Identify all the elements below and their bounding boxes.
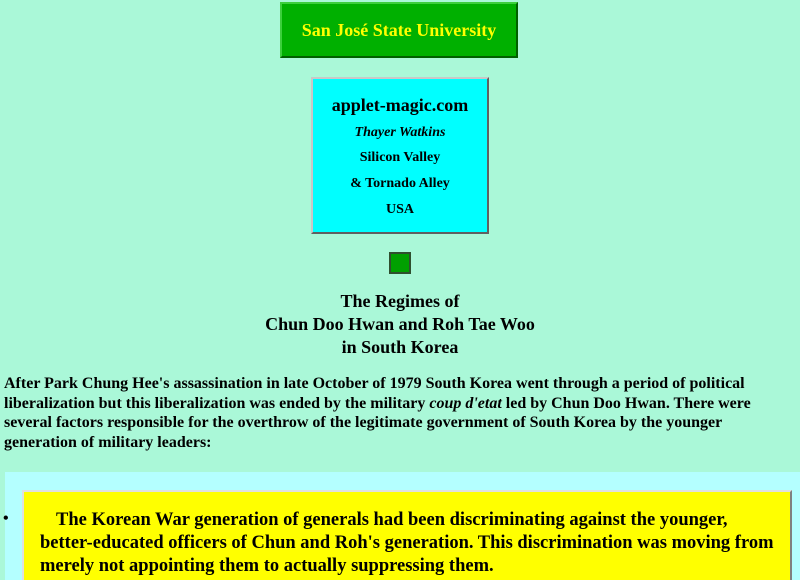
location-line-1: Silicon Valley bbox=[359, 150, 441, 165]
intro-part-2: led by Chun Doo Hwan. There were several factors responsible for the overthrow of the legitimate government of South Korea by the younger generation of military leaders: bbox=[4, 394, 751, 451]
page-title bbox=[0, 290, 800, 359]
callout-box bbox=[22, 490, 792, 580]
intro-paragraph bbox=[4, 374, 794, 452]
home-link-square[interactable] bbox=[389, 252, 411, 274]
site-name: applet-magic.com bbox=[331, 95, 469, 115]
title-line-3: in South Korea bbox=[341, 337, 459, 357]
university-name: San José State University bbox=[301, 19, 497, 40]
callout-text: The Korean War generation of generals had been discriminating against the younger, better-educated officers of Chun and Roh's generation. This discrimination was moving from merely not appointing them to actually suppressing them. bbox=[40, 510, 774, 576]
title-line-2: Chun Doo Hwan and Roh Tae Woo bbox=[265, 314, 535, 334]
list-bullet: • bbox=[3, 510, 9, 527]
intro-emphasis: coup d'etat bbox=[429, 394, 502, 412]
author-name: Thayer Watkins bbox=[354, 125, 446, 140]
university-header bbox=[280, 2, 518, 58]
intro-part-1: After Park Chung Hee's assassination in late October of 1979 South Korea went through a period of political liberalization but this liberalization was ended by the military bbox=[4, 375, 745, 412]
location-line-3: USA bbox=[385, 202, 414, 217]
site-info-box bbox=[311, 77, 489, 234]
location-line-2: & Tornado Alley bbox=[350, 176, 450, 191]
title-line-1: The Regimes of bbox=[340, 291, 460, 311]
